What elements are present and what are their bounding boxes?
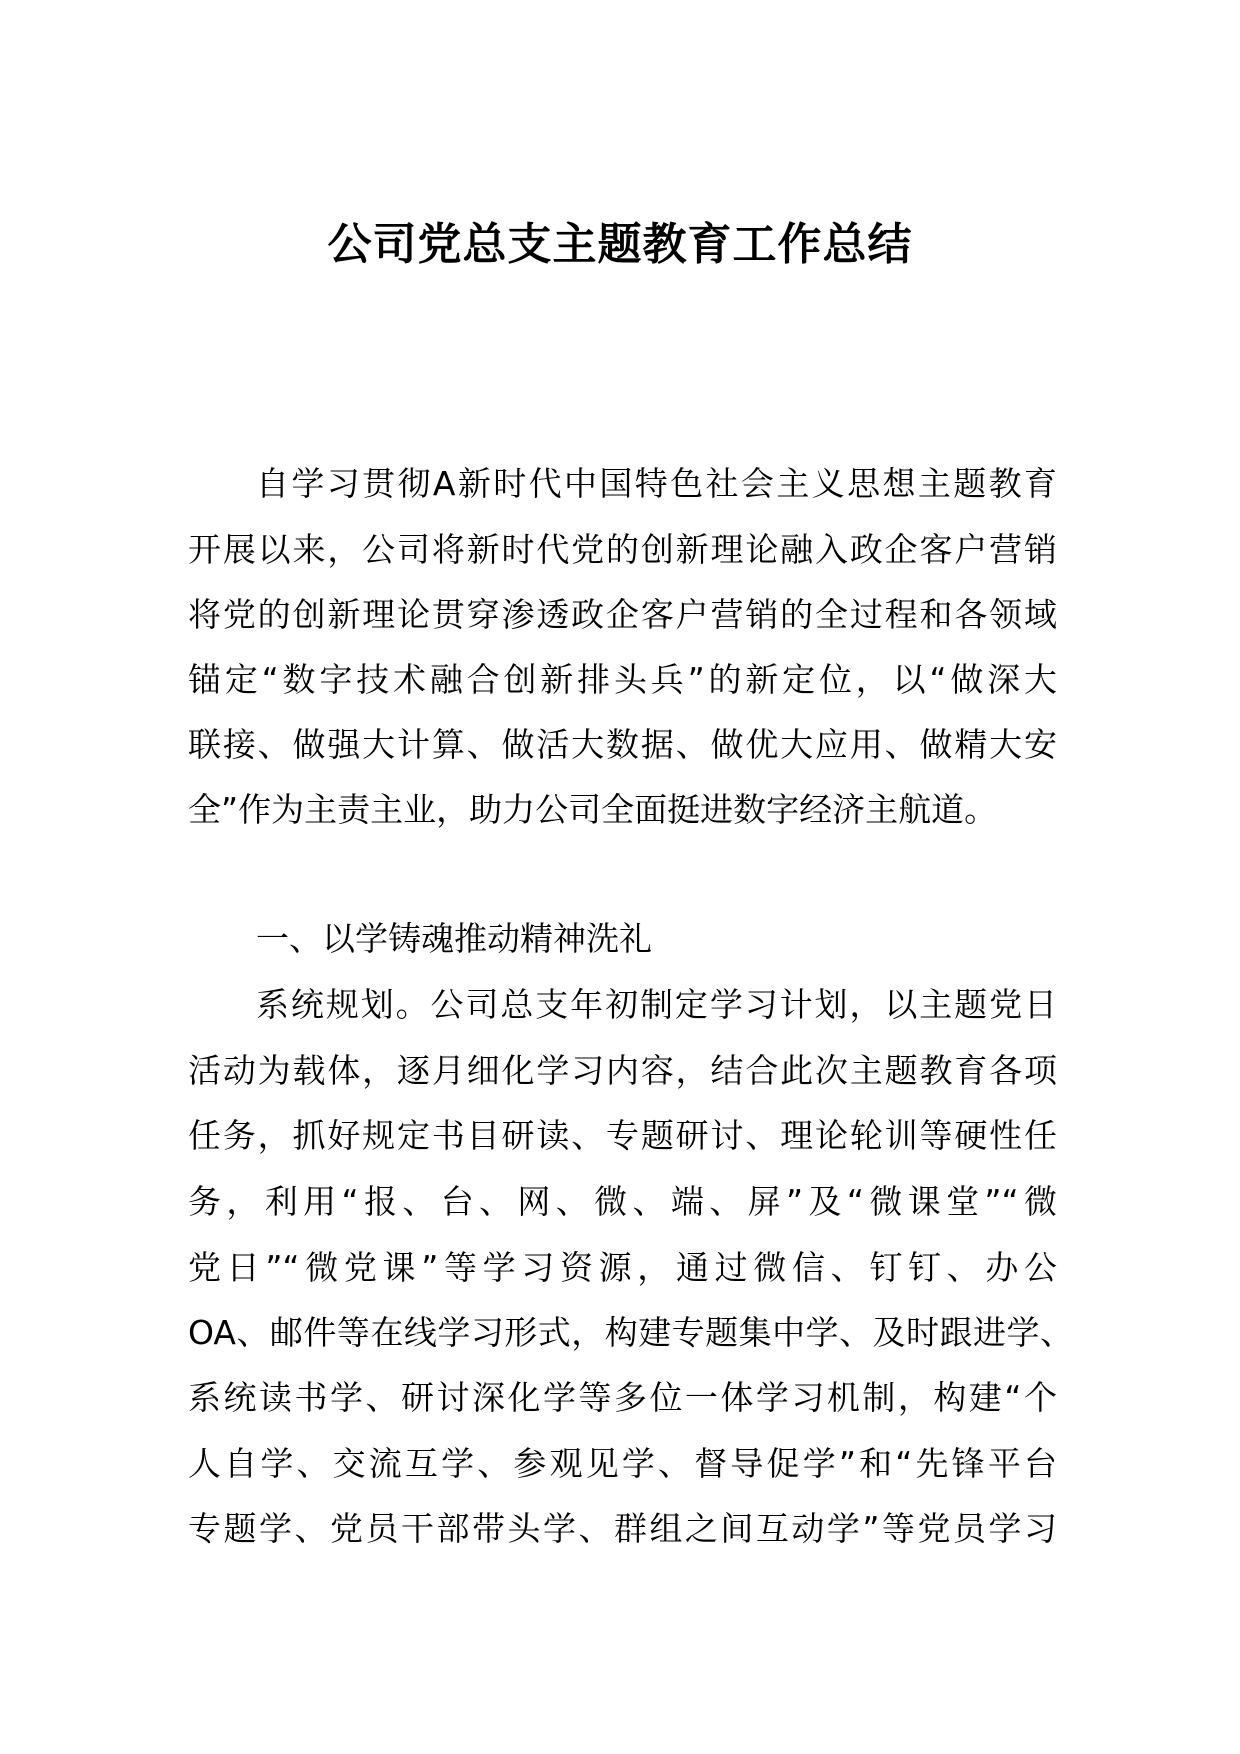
paragraph-line: 开展以来，公司将新时代党的创新理论融入政企客户营销 [188, 530, 1057, 569]
paragraph-line: OA、邮件等在线学习形式，构建专题集中学、及时跟进学、 [188, 1313, 1073, 1352]
paragraph-line: 自学习贯彻A新时代中国特色社会主义思想主题教育 [256, 464, 1057, 503]
section-heading: 一、以学铸魂推动精神洗礼 [256, 919, 652, 958]
paragraph-line: 活动为载体，逐月细化学习内容，结合此次主题教育各项 [188, 1051, 1057, 1090]
paragraph-line: 党日”“微党课”等学习资源，通过微信、钉钉、办公 [188, 1248, 1057, 1287]
paragraph-line: 全”作为主责主业，助力公司全面挺进数字经济主航道。 [188, 790, 998, 829]
paragraph-line: 系统读书学、研讨深化学等多位一体学习机制，构建“个 [188, 1378, 1057, 1417]
paragraph-line: 将党的创新理论贯穿渗透政企客户营销的全过程和各领域 [188, 595, 1057, 634]
paragraph-line: 人自学、交流互学、参观见学、督导促学”和“先锋平台 [188, 1444, 1057, 1483]
paragraph-line: 务，利用“报、台、网、微、端、屏”及“微课堂”“微 [188, 1182, 1057, 1221]
document-title: 公司党总支主题教育工作总结 [327, 219, 913, 270]
paragraph-line: 任务，抓好规定书目研读、专题研讨、理论轮训等硬性任 [188, 1116, 1057, 1155]
paragraph-line: 联接、做强大计算、做活大数据、做优大应用、做精大安 [188, 725, 1057, 764]
paragraph-line: 系统规划。公司总支年初制定学习计划，以主题党日 [256, 985, 1057, 1024]
paragraph-line: 锚定“数字技术融合创新排头兵”的新定位，以“做深大 [188, 660, 1057, 699]
paragraph-line: 专题学、党员干部带头学、群组之间互动学”等党员学习 [188, 1509, 1057, 1548]
